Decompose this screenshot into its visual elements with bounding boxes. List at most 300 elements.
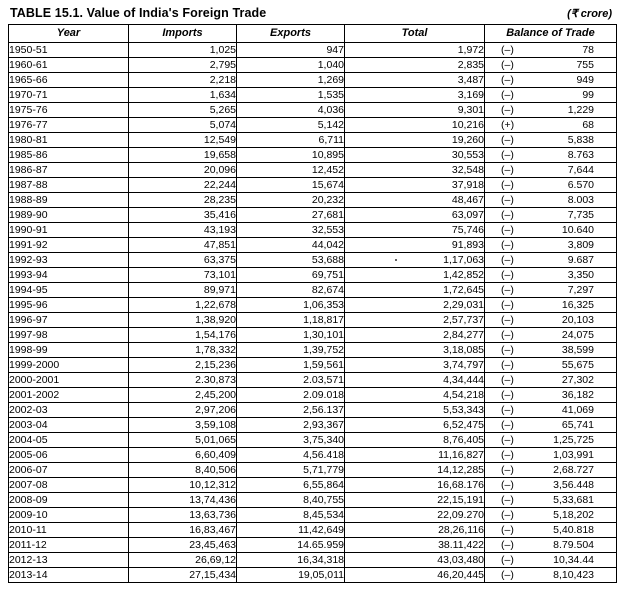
balance-wrap — [485, 314, 616, 326]
balance-sign: (–) — [501, 88, 514, 101]
balance-value: 8,10,423 — [553, 568, 594, 581]
cell-balance-of-trade — [485, 478, 617, 493]
cell-year: 1999-2000 — [9, 358, 129, 373]
balance-sign: (–) — [501, 403, 514, 416]
cell-imports: 6,60,409 — [129, 448, 237, 463]
cell-exports: 69,751 — [237, 268, 345, 283]
cell-year: 2009-10 — [9, 508, 129, 523]
balance-sign: (–) — [501, 208, 514, 221]
cell-total: 10,216 — [345, 118, 485, 133]
cell-exports: 1,040 — [237, 58, 345, 73]
balance-wrap — [485, 149, 616, 161]
balance-wrap — [485, 329, 616, 341]
balance-value: 8.003 — [567, 193, 594, 206]
cell-year: 1990-91 — [9, 223, 129, 238]
balance-value: 3,809 — [567, 238, 594, 251]
table-row — [9, 523, 617, 538]
cell-balance-of-trade — [485, 508, 617, 523]
cell-imports: 12,549 — [129, 133, 237, 148]
cell-total: 2,57,737 — [345, 313, 485, 328]
cell-imports: 2,795 — [129, 58, 237, 73]
balance-wrap — [485, 59, 616, 71]
cell-balance-of-trade — [485, 448, 617, 463]
balance-wrap — [485, 464, 616, 476]
cell-year: 1976-77 — [9, 118, 129, 133]
table-row — [9, 388, 617, 403]
table-row — [9, 418, 617, 433]
balance-sign: (–) — [501, 223, 514, 236]
balance-sign: (–) — [501, 268, 514, 281]
cell-exports: 947 — [237, 43, 345, 58]
cell-exports: 14.65.959 — [237, 538, 345, 553]
cell-imports: 13,74,436 — [129, 493, 237, 508]
cell-year: 2011-12 — [9, 538, 129, 553]
table-row — [9, 148, 617, 163]
balance-sign: (–) — [501, 148, 514, 161]
cell-imports: 47,851 — [129, 238, 237, 253]
balance-value: 68 — [582, 118, 594, 131]
cell-exports: 4,036 — [237, 103, 345, 118]
cell-year: 2008-09 — [9, 493, 129, 508]
balance-wrap — [485, 524, 616, 536]
cell-exports: 8,40,755 — [237, 493, 345, 508]
balance-value: 36,182 — [561, 388, 594, 401]
cell-exports: 1,39,752 — [237, 343, 345, 358]
cell-balance-of-trade — [485, 403, 617, 418]
cell-exports: 1,06,353 — [237, 298, 345, 313]
cell-imports: 22,244 — [129, 178, 237, 193]
cell-year: 2003-04 — [9, 418, 129, 433]
cell-imports: 73,101 — [129, 268, 237, 283]
cell-exports: 44,042 — [237, 238, 345, 253]
cell-exports: 1,269 — [237, 73, 345, 88]
cell-imports: 2.30,873 — [129, 373, 237, 388]
cell-year: 2000-2001 — [9, 373, 129, 388]
cell-balance-of-trade — [485, 88, 617, 103]
balance-value: 20,103 — [561, 313, 594, 326]
balance-wrap — [485, 269, 616, 281]
cell-total: 3,18,085 — [345, 343, 485, 358]
column-header-exports: Exports — [237, 25, 345, 43]
balance-value: 7,735 — [567, 208, 594, 221]
cell-total: 1,72,645 — [345, 283, 485, 298]
balance-wrap — [485, 74, 616, 86]
balance-value: 2,68.727 — [553, 463, 594, 476]
balance-wrap — [485, 209, 616, 221]
cell-balance-of-trade — [485, 238, 617, 253]
page-title: TABLE 15.1. Value of India's Foreign Trade — [10, 6, 267, 20]
cell-total: 38.11,422 — [345, 538, 485, 553]
balance-sign: (–) — [501, 553, 514, 566]
cell-year: 2012-13 — [9, 553, 129, 568]
column-header-total: Total — [345, 25, 485, 43]
table-row — [9, 73, 617, 88]
table-header-row — [9, 25, 617, 43]
table-row — [9, 118, 617, 133]
cell-exports: 2,93,367 — [237, 418, 345, 433]
cell-year: 2013-14 — [9, 568, 129, 583]
balance-wrap — [485, 134, 616, 146]
cell-total: 5,53,343 — [345, 403, 485, 418]
cell-imports: 2,45,200 — [129, 388, 237, 403]
balance-sign: (–) — [501, 58, 514, 71]
balance-wrap — [485, 89, 616, 101]
cell-total: 16,68.176 — [345, 478, 485, 493]
balance-wrap — [485, 299, 616, 311]
cell-year: 2005-06 — [9, 448, 129, 463]
balance-wrap — [485, 194, 616, 206]
cell-balance-of-trade — [485, 103, 617, 118]
balance-wrap — [485, 539, 616, 551]
cell-year: 1993-94 — [9, 268, 129, 283]
cell-exports: 11,42,649 — [237, 523, 345, 538]
balance-wrap — [485, 224, 616, 236]
balance-value: 8.79.504 — [553, 538, 594, 551]
table-row — [9, 238, 617, 253]
balance-sign: (–) — [501, 313, 514, 326]
column-header-year: Year — [9, 25, 129, 43]
balance-sign: (–) — [501, 433, 514, 446]
cell-exports: 6,55,864 — [237, 478, 345, 493]
cell-exports: 1,59,561 — [237, 358, 345, 373]
cell-balance-of-trade — [485, 118, 617, 133]
table-row — [9, 313, 617, 328]
cell-total: 9,301 — [345, 103, 485, 118]
cell-imports: 23,45,463 — [129, 538, 237, 553]
cell-exports: 10,895 — [237, 148, 345, 163]
cell-imports: 27,15,434 — [129, 568, 237, 583]
cell-balance-of-trade — [485, 298, 617, 313]
table-row — [9, 508, 617, 523]
balance-wrap — [485, 344, 616, 356]
cell-exports: 1,535 — [237, 88, 345, 103]
cell-imports: 63,375 — [129, 253, 237, 268]
cell-total: 3,487 — [345, 73, 485, 88]
table-row — [9, 478, 617, 493]
cell-total: 14,12,285 — [345, 463, 485, 478]
cell-imports: 19,658 — [129, 148, 237, 163]
cell-year: 2004-05 — [9, 433, 129, 448]
table-row — [9, 328, 617, 343]
foreign-trade-table — [8, 24, 617, 583]
cell-balance-of-trade — [485, 73, 617, 88]
balance-sign: (–) — [501, 373, 514, 386]
cell-total: 48,467 — [345, 193, 485, 208]
table-row — [9, 223, 617, 238]
balance-value: 10.640 — [561, 223, 594, 236]
balance-sign: (–) — [501, 178, 514, 191]
cell-balance-of-trade — [485, 193, 617, 208]
cell-balance-of-trade — [485, 343, 617, 358]
cell-total: 30,553 — [345, 148, 485, 163]
cell-balance-of-trade — [485, 373, 617, 388]
balance-value: 8.763 — [567, 148, 594, 161]
cell-total: 2,835 — [345, 58, 485, 73]
cell-total: 11,16,827 — [345, 448, 485, 463]
cell-year: 1997-98 — [9, 328, 129, 343]
cell-imports: 1,025 — [129, 43, 237, 58]
cell-imports: 35,416 — [129, 208, 237, 223]
balance-wrap — [485, 374, 616, 386]
cell-exports: 2.03,571 — [237, 373, 345, 388]
cell-exports: 32,553 — [237, 223, 345, 238]
table-row — [9, 373, 617, 388]
balance-wrap — [485, 419, 616, 431]
cell-imports: 89,971 — [129, 283, 237, 298]
balance-sign: (–) — [501, 508, 514, 521]
cell-year: 2007-08 — [9, 478, 129, 493]
cell-year: 1975-76 — [9, 103, 129, 118]
cell-total: 75,746 — [345, 223, 485, 238]
balance-wrap — [485, 389, 616, 401]
balance-wrap — [485, 449, 616, 461]
balance-wrap — [485, 44, 616, 56]
cell-imports: 5,074 — [129, 118, 237, 133]
cell-year: 1991-92 — [9, 238, 129, 253]
cell-total: 1,17,063 — [345, 253, 485, 268]
cell-total: 8,76,405 — [345, 433, 485, 448]
balance-wrap — [485, 554, 616, 566]
balance-wrap — [485, 164, 616, 176]
balance-wrap — [485, 284, 616, 296]
cell-imports: 20,096 — [129, 163, 237, 178]
stray-ink-dot — [395, 259, 397, 261]
balance-sign: (–) — [501, 73, 514, 86]
balance-value: 55,675 — [561, 358, 594, 371]
balance-sign: (–) — [501, 448, 514, 461]
cell-total: 22,15,191 — [345, 493, 485, 508]
cell-balance-of-trade — [485, 388, 617, 403]
table-row — [9, 283, 617, 298]
balance-value: 27,302 — [561, 373, 594, 386]
table-row — [9, 493, 617, 508]
cell-balance-of-trade — [485, 493, 617, 508]
cell-total: 6,52,475 — [345, 418, 485, 433]
cell-exports: 3,75,340 — [237, 433, 345, 448]
balance-sign: (–) — [501, 538, 514, 551]
cell-balance-of-trade — [485, 313, 617, 328]
cell-year: 1980-81 — [9, 133, 129, 148]
balance-value: 949 — [576, 73, 594, 86]
cell-year: 2006-07 — [9, 463, 129, 478]
cell-year: 1950-51 — [9, 43, 129, 58]
cell-year: 1995-96 — [9, 298, 129, 313]
table-row — [9, 58, 617, 73]
cell-year: 1989-90 — [9, 208, 129, 223]
column-header-balance-of-trade: Balance of Trade — [485, 25, 617, 43]
cell-total: 1,42,852 — [345, 268, 485, 283]
balance-wrap — [485, 359, 616, 371]
cell-imports: 8,40,506 — [129, 463, 237, 478]
table-caption — [8, 6, 616, 24]
balance-sign: (–) — [501, 133, 514, 146]
table-row — [9, 433, 617, 448]
cell-total: 22,09.270 — [345, 508, 485, 523]
balance-sign: (–) — [501, 253, 514, 266]
cell-total: 19,260 — [345, 133, 485, 148]
cell-imports: 5,01,065 — [129, 433, 237, 448]
column-header-imports: Imports — [129, 25, 237, 43]
table-row — [9, 268, 617, 283]
cell-balance-of-trade — [485, 178, 617, 193]
cell-total: 37,918 — [345, 178, 485, 193]
balance-value: 3,56.448 — [553, 478, 594, 491]
balance-sign: (+) — [501, 118, 515, 131]
table-row — [9, 463, 617, 478]
table-row — [9, 43, 617, 58]
balance-sign: (–) — [501, 103, 514, 116]
balance-wrap — [485, 494, 616, 506]
cell-exports: 82,674 — [237, 283, 345, 298]
balance-value: 1,229 — [567, 103, 594, 116]
cell-year: 1994-95 — [9, 283, 129, 298]
balance-sign: (–) — [501, 43, 514, 56]
balance-value: 5,838 — [567, 133, 594, 146]
cell-total: 4,54,218 — [345, 388, 485, 403]
balance-value: 7,644 — [567, 163, 594, 176]
cell-exports: 8,45,534 — [237, 508, 345, 523]
balance-value: 7,297 — [567, 283, 594, 296]
cell-exports: 6,711 — [237, 133, 345, 148]
balance-wrap — [485, 569, 616, 581]
cell-year: 1965-66 — [9, 73, 129, 88]
table-row — [9, 358, 617, 373]
balance-value: 10,34.44 — [553, 553, 594, 566]
cell-balance-of-trade — [485, 568, 617, 583]
cell-balance-of-trade — [485, 328, 617, 343]
cell-year: 1960-61 — [9, 58, 129, 73]
cell-total: 32,548 — [345, 163, 485, 178]
cell-imports: 28,235 — [129, 193, 237, 208]
cell-exports: 1,30,101 — [237, 328, 345, 343]
cell-exports: 16,34,318 — [237, 553, 345, 568]
balance-wrap — [485, 479, 616, 491]
cell-total: 91,893 — [345, 238, 485, 253]
cell-year: 1987-88 — [9, 178, 129, 193]
cell-year: 1970-71 — [9, 88, 129, 103]
balance-sign: (–) — [501, 358, 514, 371]
balance-wrap — [485, 509, 616, 521]
cell-balance-of-trade — [485, 358, 617, 373]
cell-total: 2,84,277 — [345, 328, 485, 343]
table-row — [9, 553, 617, 568]
balance-value: 99 — [582, 88, 594, 101]
balance-sign: (–) — [501, 163, 514, 176]
cell-imports: 3,59,108 — [129, 418, 237, 433]
balance-sign: (–) — [501, 478, 514, 491]
balance-value: 16,325 — [561, 298, 594, 311]
balance-wrap — [485, 404, 616, 416]
cell-exports: 5,71,779 — [237, 463, 345, 478]
cell-balance-of-trade — [485, 223, 617, 238]
cell-year: 1988-89 — [9, 193, 129, 208]
balance-sign: (–) — [501, 493, 514, 506]
balance-sign: (–) — [501, 388, 514, 401]
cell-exports: 53,688 — [237, 253, 345, 268]
balance-value: 38,599 — [561, 343, 594, 356]
cell-year: 1996-97 — [9, 313, 129, 328]
balance-sign: (–) — [501, 463, 514, 476]
balance-value: 1,25,725 — [553, 433, 594, 446]
balance-wrap — [485, 104, 616, 116]
table-row — [9, 133, 617, 148]
table-row — [9, 253, 617, 268]
cell-balance-of-trade — [485, 253, 617, 268]
balance-sign: (–) — [501, 343, 514, 356]
cell-exports: 27,681 — [237, 208, 345, 223]
cell-imports: 1,38,920 — [129, 313, 237, 328]
cell-total: 3,169 — [345, 88, 485, 103]
balance-value: 65,741 — [561, 418, 594, 431]
cell-imports: 10,12,312 — [129, 478, 237, 493]
cell-year: 1992-93 — [9, 253, 129, 268]
unit-note: (₹ crore) — [567, 8, 612, 20]
table-row — [9, 403, 617, 418]
cell-balance-of-trade — [485, 43, 617, 58]
balance-value: 5,18,202 — [553, 508, 594, 521]
cell-balance-of-trade — [485, 523, 617, 538]
table-body — [9, 43, 617, 583]
table-row — [9, 103, 617, 118]
balance-wrap — [485, 179, 616, 191]
cell-imports: 43,193 — [129, 223, 237, 238]
table-row — [9, 163, 617, 178]
table-row — [9, 448, 617, 463]
cell-imports: 1,78,332 — [129, 343, 237, 358]
cell-total: 43,03,480 — [345, 553, 485, 568]
balance-sign: (–) — [501, 238, 514, 251]
cell-exports: 2,56.137 — [237, 403, 345, 418]
table-row — [9, 193, 617, 208]
cell-imports: 1,22,678 — [129, 298, 237, 313]
balance-wrap — [485, 119, 616, 131]
cell-balance-of-trade — [485, 163, 617, 178]
cell-exports: 5,142 — [237, 118, 345, 133]
cell-imports: 2,15,236 — [129, 358, 237, 373]
cell-total: 63,097 — [345, 208, 485, 223]
cell-balance-of-trade — [485, 208, 617, 223]
cell-total: 4,34,444 — [345, 373, 485, 388]
table-row — [9, 298, 617, 313]
balance-value: 24,075 — [561, 328, 594, 341]
balance-wrap — [485, 239, 616, 251]
cell-imports: 1,54,176 — [129, 328, 237, 343]
cell-balance-of-trade — [485, 268, 617, 283]
balance-sign: (–) — [501, 418, 514, 431]
balance-sign: (–) — [501, 298, 514, 311]
cell-balance-of-trade — [485, 148, 617, 163]
cell-imports: 16,83,467 — [129, 523, 237, 538]
cell-total: 46,20,445 — [345, 568, 485, 583]
table-row — [9, 343, 617, 358]
balance-value: 6.570 — [567, 178, 594, 191]
cell-balance-of-trade — [485, 133, 617, 148]
cell-year: 1998-99 — [9, 343, 129, 358]
cell-year: 2010-11 — [9, 523, 129, 538]
balance-value: 3,350 — [567, 268, 594, 281]
cell-total: 2,29,031 — [345, 298, 485, 313]
balance-value: 41,069 — [561, 403, 594, 416]
cell-exports: 1,18,817 — [237, 313, 345, 328]
cell-balance-of-trade — [485, 553, 617, 568]
cell-exports: 12,452 — [237, 163, 345, 178]
cell-year: 1986-87 — [9, 163, 129, 178]
balance-sign: (–) — [501, 568, 514, 581]
balance-value: 78 — [582, 43, 594, 56]
table-row — [9, 208, 617, 223]
cell-imports: 2,218 — [129, 73, 237, 88]
balance-value: 5,33,681 — [553, 493, 594, 506]
